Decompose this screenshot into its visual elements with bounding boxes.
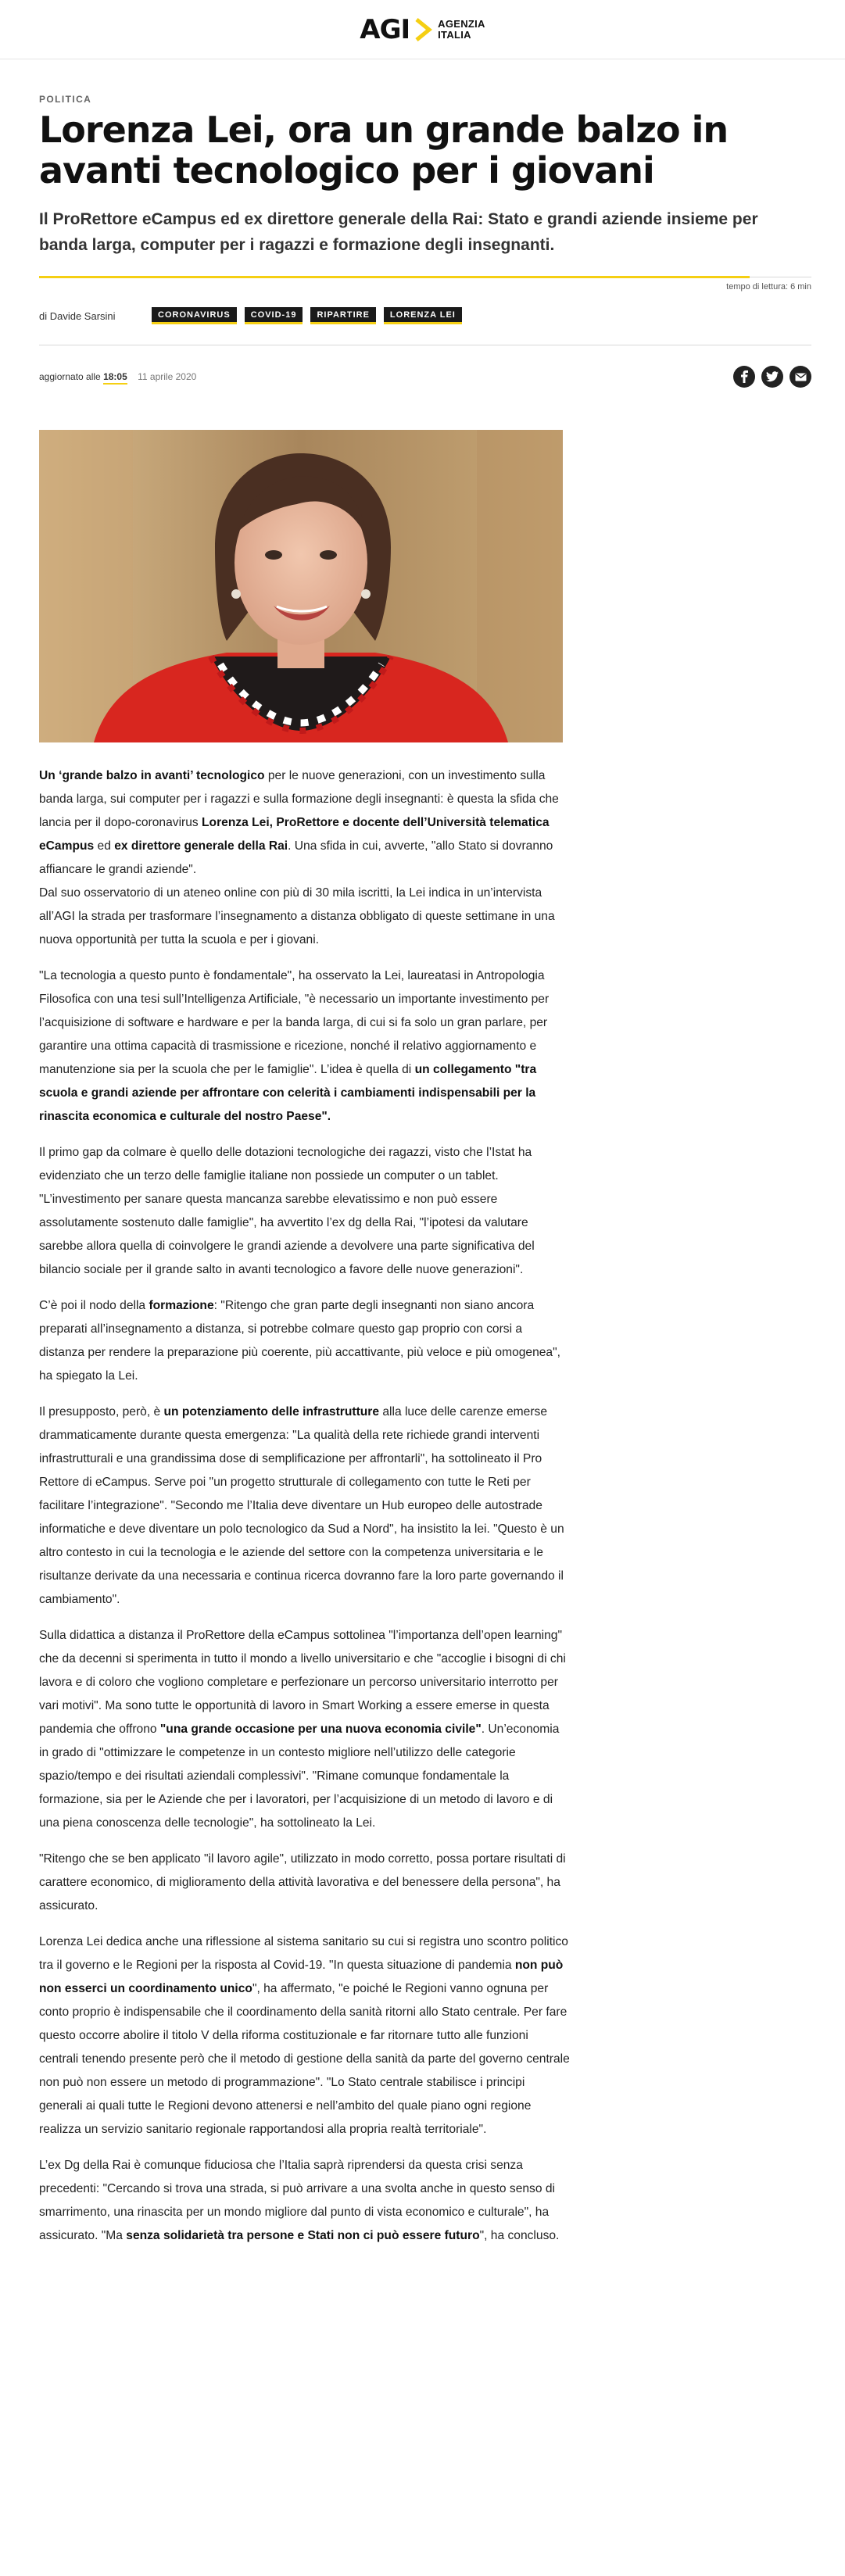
article-paragraph <box>39 1141 571 1282</box>
twitter-icon[interactable] <box>761 366 783 388</box>
logo-chevron-icon <box>415 18 432 41</box>
text-run: "La tecnologia a questo punto è fondamentale", ha osservato la Lei, laureatasi in Antropologia Filosofica con una tesi sull’Intelligenza Artificiale, "è necessario un importante investimento per l’acquisizione di software e hardware e per la banda larga, di cui si fa solo un gran parlare, per garantire una ottima capacità di trasmissione e ricezione, nonché il relativo aggiornamento e manutenzione sia per la scuola che per le famiglie". L’idea è quella di <box>39 969 550 1076</box>
article-paragraph <box>39 2154 571 2248</box>
facebook-icon[interactable] <box>733 366 755 388</box>
text-run: Il primo gap da colmare è quello delle dotazioni tecnologiche dei ragazzi, visto che l’Istat ha evidenziato che un terzo delle famiglie italiane non possiede un computer o un tablet. "L’investimento per sanare questa mancanza sarebbe elevatissimo e non può essere assolutamente sostenuto dalle famiglie", ha avvertito l’ex dg della Rai, "l’ipotesi da valutare sarebbe allora quella di coinvolgere le grandi aziende a devolvere una parte significativa del bilancio sociale per il grande salto in avanti tecnologico a favore delle nuove generazioni". <box>39 1146 535 1276</box>
updated-label: aggiornato alle <box>39 371 101 382</box>
updated-info <box>39 371 196 382</box>
section-kicker[interactable]: POLITICA <box>39 94 92 105</box>
tag-ripartire[interactable]: RIPARTIRE <box>310 307 375 324</box>
text-run: per le nuove generazioni, con un investimento sulla banda larga, sui computer per i ragazzi e sulla formazione degli insegnanti: è questa la sfida che lancia per il dopo-coronavirus <box>39 769 559 829</box>
tag-list <box>152 307 462 324</box>
reading-time: tempo di lettura: 6 min <box>726 282 811 292</box>
logo-sub-line-2: ITALIA <box>438 28 471 41</box>
logo-sub-line-1: AGENZIA <box>438 17 485 30</box>
author-byline: di Davide Sarsini <box>39 309 116 322</box>
tag-lorenza-lei[interactable]: LORENZA LEI <box>384 307 462 324</box>
article-body <box>39 764 571 2248</box>
logo-word: AGI <box>360 13 410 45</box>
agi-logo[interactable] <box>360 14 485 45</box>
site-header <box>0 0 845 59</box>
text-run: Sulla didattica a distanza il ProRettore della eCampus sottolinea "l’importanza dell’open learning" che da decenni si sperimenta in tutto il mondo a livello universitario e che "accoglie i bisogni di chi lavora e di coloro che vogliono completare e perfezionare un percorso universitario interrotto per vari motivi". Ma sono tutte le opportunità di lavoro in Smart Working a essere emerse in questa pandemia che offrono <box>39 1629 566 1736</box>
bold-text: senza solidarietà tra persone e Stati non ci può essere futuro <box>126 2229 480 2242</box>
article-subtitle: Il ProRettore eCampus ed ex direttore generale della Rai: Stato e grandi aziende insieme per banda larga, computer per i ragazzi e formazione degli insegnanti. <box>39 210 758 254</box>
text-run: L’ex Dg della Rai è comunque fiduciosa che l’Italia saprà riprendersi da questa crisi senza precedenti: "Cercando si trova una strada, si può arrivare a una svolta anche in questo senso di smarrimento, una rinascita per un mondo migliore dal punto di vista economico e culturale", ha assicurato. "Ma <box>39 2159 555 2242</box>
article-paragraph <box>39 1930 571 2141</box>
text-run: Dal suo osservatorio di un ateneo online con più di 30 mila iscritti, la Lei indica in un’intervista all’AGI la strada per trasformare l’insegnamento a distanza obbligato di queste settimane in una nuova opportunità per tutta la scuola e per i giovani. <box>39 886 555 946</box>
text-run: . Un’economia in grado di "ottimizzare le competenze in un contesto migliore nell’utilizzo delle categorie spazio/tempo e dei risultati aziendali complessivi". "Rimane comunque fondamentale la formazione, sia per le Aziende che per i lavoratori, per l’acquisizione di un metodo di lavoro e di una piena conoscenza delle tecnologie", ha sottolineato la Lei. <box>39 1723 560 1830</box>
publish-date: 11 aprile 2020 <box>138 371 197 382</box>
bold-text: Un ‘grande balzo in avanti’ tecnologico <box>39 769 265 782</box>
bold-text: Lorenza Lei, ProRettore e docente dell’Università telematica eCampus <box>39 816 550 853</box>
reading-progress-bar <box>39 276 811 278</box>
text-run: ed <box>94 839 115 853</box>
text-run: ", ha concluso. <box>479 2229 560 2242</box>
article <box>0 94 845 2248</box>
article-paragraph <box>39 882 571 952</box>
tag-covid-19[interactable]: COVID-19 <box>245 307 303 324</box>
article-title: Lorenza Lei, ora un grande balzo in avanti tecnologico per i giovani <box>39 109 729 191</box>
article-paragraph <box>39 1848 571 1918</box>
article-paragraph <box>39 1624 571 1835</box>
email-icon[interactable] <box>790 366 811 388</box>
article-paragraph <box>39 964 571 1129</box>
share-buttons <box>733 366 811 388</box>
meta-row <box>39 364 811 389</box>
bold-text: "una grande occasione per una nuova economia civile" <box>159 1723 482 1736</box>
bold-text: ex direttore generale della Rai <box>114 839 288 853</box>
bold-text: un collegamento "tra scuola e grandi aziende per affrontare con celerità i cambiamenti indispensabili per la rinascita economica e culturale del nostro Paese". <box>39 1063 537 1123</box>
text-run: "Ritengo che se ben applicato "il lavoro agile", utilizzato in modo corretto, possa portare risultati di carattere economico, di miglioramento della attività lavorativa e del benessere della persona", ha assicurato. <box>39 1852 566 1912</box>
tag-coronavirus[interactable]: CORONAVIRUS <box>152 307 237 324</box>
article-paragraph <box>39 764 571 882</box>
text-run: : "Ritengo che gran parte degli insegnanti non siano ancora preparati all’insegnamento a distanza, si potrebbe colmare questo gap proprio con corsi a distanza per rendere la preparazione più coerente, più accattivante, più veloce e più omogenea", ha spiegato la Lei. <box>39 1299 560 1383</box>
text-run: Lorenza Lei dedica anche una riflessione al sistema sanitario su cui si registra uno scontro politico tra il governo e le Regioni per la risposta al Covid-19. "In questa situazione di pandemia <box>39 1935 568 1972</box>
updated-time: 18:05 <box>103 371 127 385</box>
logo-subtitle <box>438 19 485 41</box>
article-paragraph <box>39 1401 571 1612</box>
text-run: . Una sfida in cui, avverte, "allo Stato si dovranno affiancare le grandi aziende". <box>39 839 553 876</box>
text-run: alla luce delle carenze emerse drammaticamente durante questa emergenza: "La qualità della rete richiede grandi interventi infrastrutturali e una grandissima dose di semplificazione per affrontarli", ha sottolineato il Pro Rettore di eCampus. Serve poi "un progetto strutturale di collegamento con tutte le Reti per facilitare l’integrazione". "Secondo me l’Italia deve diventare un Hub europeo delle autostrade informatiche e deve diventare un polo tecnologico da Sud a Nord", ha insistito la lei. "Questo è un altro contesto in cui la tecnologia e le aziende del settore con la competenza universitaria e le risultanze derivate da una necessaria e continua ricerca dovranno fare la loro parte governando il cambiamento". <box>39 1405 564 1606</box>
bold-text: formazione <box>149 1299 214 1312</box>
text-run: C’è poi il nodo della <box>39 1299 149 1312</box>
article-photo <box>39 430 563 742</box>
article-paragraph <box>39 1294 571 1388</box>
text-run: Il presupposto, però, è <box>39 1405 164 1419</box>
bold-text: non può non esserci un coordinamento unico <box>39 1959 564 1995</box>
bold-text: un potenziamento delle infrastrutture <box>163 1405 380 1419</box>
byline-row <box>39 307 811 324</box>
text-run: ", ha affermato, "e poiché le Regioni vanno ognuna per conto proprio è indispensabile che il coordinamento della sanità ritorni allo Stato centrale. Per fare questo occorre abolire il titolo V della riforma costituzionale e far ritornare tutto alle funzioni centrali tenendo presente però che il metodo di gestione della sanità da parte del governo centrale non può non essere un metodo di programmazione". "Lo Stato centrale stabilisce i principi generali ai quali tutte le Regioni devono attenersi e nell’ambito del quale piano ogni regione realizza un servizio sanitario regionale rapportandosi alla propria realtà territoriale". <box>39 1982 570 2136</box>
